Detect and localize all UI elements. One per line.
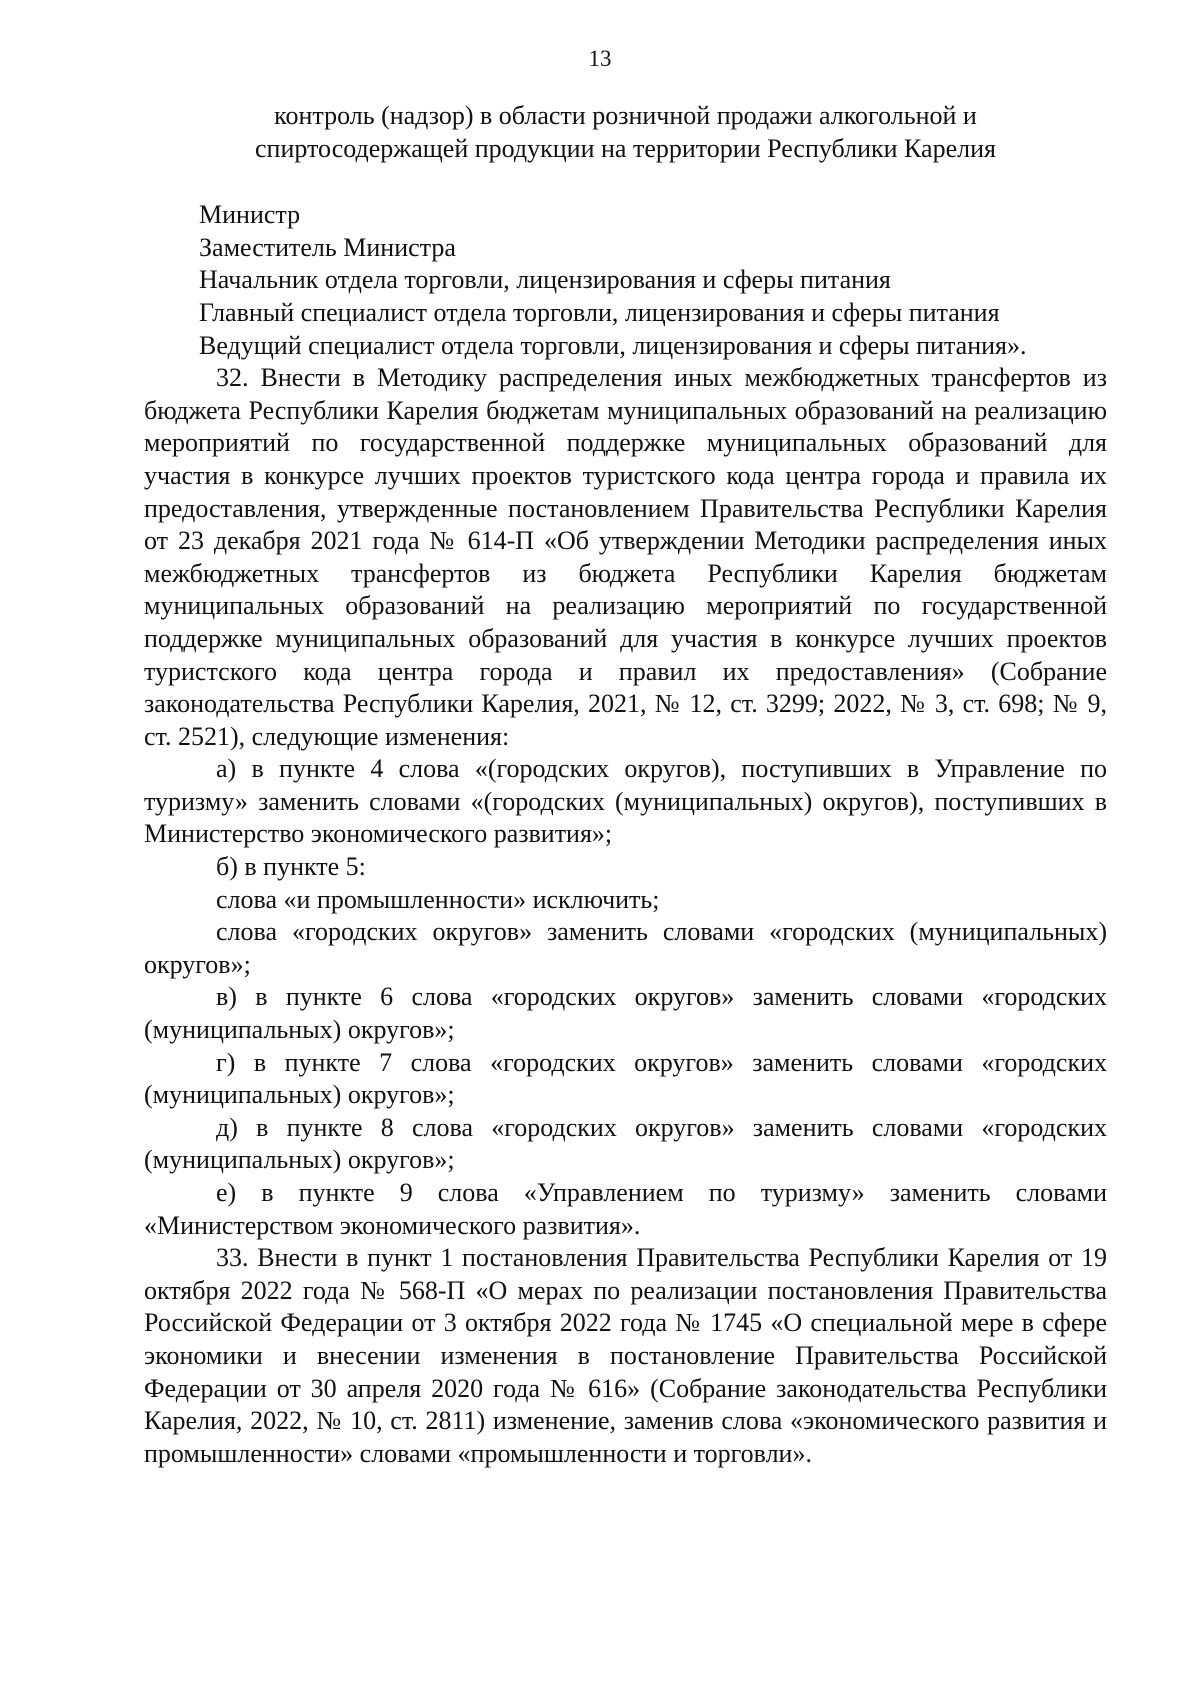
page-number: 13 (588, 46, 612, 71)
subitem-v: в) в пункте 6 слова «городских округов» заменить словами «городских (муниципальных) округов»; (144, 982, 1107, 1045)
document-body (144, 100, 1107, 1470)
subitem-e: е) в пункте 9 слова «Управлением по туризму» заменить словами «Министерством экономического развития». (144, 1178, 1107, 1240)
paragraph-item-33: 33. Внести в пункт 1 постановления Правительства Республики Карелия от 19 октября 2022 года № 568-П «О мерах по реализации постановления Правительства Российской Федерации от 3 октября 2022 года № 1745 «О специальной мере в сфере экономики и внесении изменения в постановление Правительства Российской Федерации от 30 апреля 2020 года № 616» (Собрание законодательства Республики Карелия, 2022, № 10, ст. 2811) изменение, заменив слова «экономического развития и промышленности» словами «промышленности и торговли». (144, 1243, 1107, 1468)
heading-line: контроль (надзор) в области розничной продажи алкогольной и (274, 101, 977, 130)
subitem-b-clause: слова «и промышленности» исключить; (216, 884, 660, 914)
subitem-d: д) в пункте 8 слова «городских округов» заменить словами «городских (муниципальных) округов»; (144, 1112, 1107, 1175)
subitem-g: г) в пункте 7 слова «городских округов» заменить словами «городских (муниципальных) округов»; (144, 1047, 1107, 1110)
paragraph-item-32: 32. Внести в Методику распределения иных межбюджетных трансфертов из бюджета Республики Карелия бюджетам муниципальных образований на реализацию мероприятий по государственной поддержке муниципальных образований для участия в конкурсе лучших проектов туристского кода центра города и правила их предоставления, утвержденные постановлением Правительства Республики Карелия от 23 декабря 2021 года № 614-П «Об утверждении Методики распределения иных межбюджетных трансфертов из бюджета Республики Карелия бюджетам муниципальных образований на реализацию мероприятий по государственной поддержке муниципальных образований для участия в конкурсе лучших проектов туристского кода центра города и правил их предоставления» (Собрание законодательства Республики Карелия, 2021, № 12, ст. 3299; 2022, № 3, ст. 698; № 9, ст. 2521), следующие изменения: (144, 363, 1107, 751)
subitem-a: а) в пункте 4 слова «(городских округов), поступивших в Управление по туризму» заменить словами «(городских (муниципальных) округов), поступивших в Министерство экономического развития»; (144, 754, 1107, 849)
position-title: Министр (199, 200, 301, 230)
position-title: Заместитель Министра (199, 232, 456, 262)
spacer (144, 165, 1107, 199)
subitem-b: б) в пункте 5: (216, 852, 366, 882)
heading-line: спиртосодержащей продукции на территории Республики Карелия (255, 133, 996, 163)
subitem-b-clause: слова «городских округов» заменить словами «городских (муниципальных) округов»; (144, 917, 1107, 979)
position-title: Начальник отдела торговли, лицензирования и сферы питания (199, 265, 891, 295)
position-title: Главный специалист отдела торговли, лицензирования и сферы питания (199, 297, 1000, 327)
position-title: Ведущий специалист отдела торговли, лицензирования и сферы питания». (199, 330, 1027, 360)
